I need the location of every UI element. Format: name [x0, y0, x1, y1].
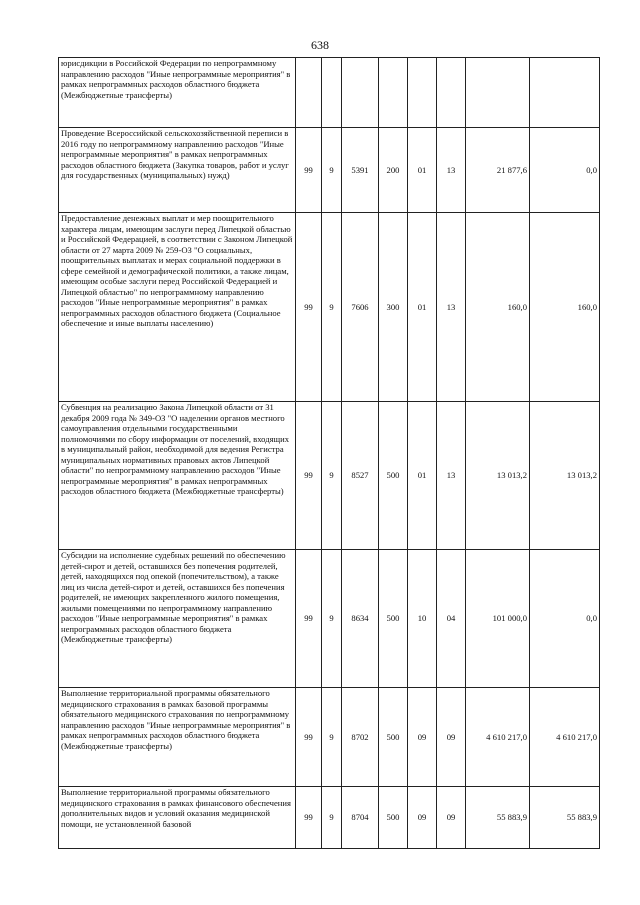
subsection-code: 13	[437, 402, 466, 550]
program-code: 99	[296, 402, 322, 550]
section-code: 10	[408, 550, 437, 688]
expense-type-code: 500	[379, 688, 408, 787]
program-code: 99	[296, 213, 322, 402]
subprogram-code: 9	[322, 550, 342, 688]
section-code: 09	[408, 688, 437, 787]
amount-1: 4 610 217,0	[466, 688, 530, 787]
amount-2: 0,0	[530, 128, 600, 213]
subsection-code: 13	[437, 128, 466, 213]
subprogram-code	[322, 58, 342, 128]
page-number: 638	[311, 38, 329, 52]
section-code: 01	[408, 402, 437, 550]
table-row	[59, 688, 600, 787]
amount-2	[530, 58, 600, 128]
subsection-code: 09	[437, 787, 466, 849]
program-code	[296, 58, 322, 128]
direction-code: 8634	[342, 550, 379, 688]
section-code: 01	[408, 128, 437, 213]
subsection-code	[437, 58, 466, 128]
table-row	[59, 402, 600, 550]
direction-code	[342, 58, 379, 128]
subsection-code: 13	[437, 213, 466, 402]
row-description: Субвенция на реализацию Закона Липецкой области от 31 декабря 2009 года № 349-ОЗ "О наделении органов местного самоуправления отдельными государственными полномочиями по сбору информации от поселений, входящих в муниципальный район, необходимой для ведения Регистра муниципальных нормативных правовых актов Липецкой области" по непрограммному направлению расходов "Иные непрограммные мероприятия" в рамках непрограммных расходов областного бюджета (Межбюджетные трансферты)	[59, 402, 296, 550]
program-code: 99	[296, 688, 322, 787]
row-description: Проведение Всероссийской сельскохозяйственной переписи в 2016 году по непрограммному направлению расходов "Иные непрограммные мероприятия" в рамках непрограммных расходов областного бюджета (Закупка товаров, работ и услуг для государственных (муниципальных) нужд)	[59, 128, 296, 213]
subsection-code: 04	[437, 550, 466, 688]
program-code: 99	[296, 787, 322, 849]
amount-1	[466, 58, 530, 128]
direction-code: 8702	[342, 688, 379, 787]
direction-code: 8704	[342, 787, 379, 849]
row-description: юрисдикции в Российской Федерации по непрограммному направлению расходов "Иные непрограммные мероприятия" в рамках непрограммных расходов областного бюджета (Межбюджетные трансферты)	[59, 58, 296, 128]
expense-type-code	[379, 58, 408, 128]
amount-2: 0,0	[530, 550, 600, 688]
table-row	[59, 58, 600, 128]
subprogram-code: 9	[322, 688, 342, 787]
amount-1: 101 000,0	[466, 550, 530, 688]
direction-code: 8527	[342, 402, 379, 550]
amount-1: 160,0	[466, 213, 530, 402]
expense-type-code: 500	[379, 787, 408, 849]
subprogram-code: 9	[322, 128, 342, 213]
amount-2: 160,0	[530, 213, 600, 402]
table-row	[59, 787, 600, 849]
direction-code: 5391	[342, 128, 379, 213]
row-description: Предоставление денежных выплат и мер поощрительного характера лицам, имеющим заслуги перед Липецкой областью и Российской Федерацией, в соответствии с Законом Липецкой области от 27 марта 2009 № 259-ОЗ "О социальных, поощрительных выплатах и мерах социальной поддержки в сфере семейной и демографической политики, а также лицам, имеющим особые заслуги перед Российской Федерацией и Липецкой областью" по непрограммному направлению расходов "Иные непрограммные мероприятия" в рамках непрограммных расходов областного бюджета (Социальное обеспечение и иные выплаты населению)	[59, 213, 296, 402]
amount-1: 55 883,9	[466, 787, 530, 849]
subprogram-code: 9	[322, 213, 342, 402]
row-description: Субсидии на исполнение судебных решений по обеспечению детей-сирот и детей, оставшихся без попечения родителей, детей, находящихся под опекой (попечительством), а также лиц из числа детей-сирот и детей, оставшихся без попечения родителей, не имеющих закрепленного жилого помещения, жилыми помещениями по непрограммному направлению расходов "Иные непрограммные мероприятия" в рамках непрограммных расходов областного бюджета (Межбюджетные трансферты)	[59, 550, 296, 688]
table-row	[59, 128, 600, 213]
row-description: Выполнение территориальной программы обязательного медицинского страхования в рамках базовой программы обязательного медицинского страхования по непрограммному направлению расходов "Иные непрограммные мероприятия" в рамках непрограммных расходов областного бюджета (Межбюджетные трансферты)	[59, 688, 296, 787]
row-description: Выполнение территориальной программы обязательного медицинского страхования в рамках финансового обеспечения дополнительных видов и условий оказания медицинской помощи, не установленной базовой	[59, 787, 296, 849]
table-row	[59, 213, 600, 402]
expense-type-code: 500	[379, 550, 408, 688]
expense-type-code: 500	[379, 402, 408, 550]
table-row	[59, 550, 600, 688]
subprogram-code: 9	[322, 402, 342, 550]
program-code: 99	[296, 550, 322, 688]
direction-code: 7606	[342, 213, 379, 402]
amount-1: 13 013,2	[466, 402, 530, 550]
subsection-code: 09	[437, 688, 466, 787]
program-code: 99	[296, 128, 322, 213]
expense-type-code: 200	[379, 128, 408, 213]
section-code	[408, 58, 437, 128]
expense-type-code: 300	[379, 213, 408, 402]
amount-1: 21 877,6	[466, 128, 530, 213]
section-code: 01	[408, 213, 437, 402]
budget-table	[58, 57, 600, 849]
subprogram-code: 9	[322, 787, 342, 849]
amount-2: 4 610 217,0	[530, 688, 600, 787]
amount-2: 55 883,9	[530, 787, 600, 849]
amount-2: 13 013,2	[530, 402, 600, 550]
section-code: 09	[408, 787, 437, 849]
